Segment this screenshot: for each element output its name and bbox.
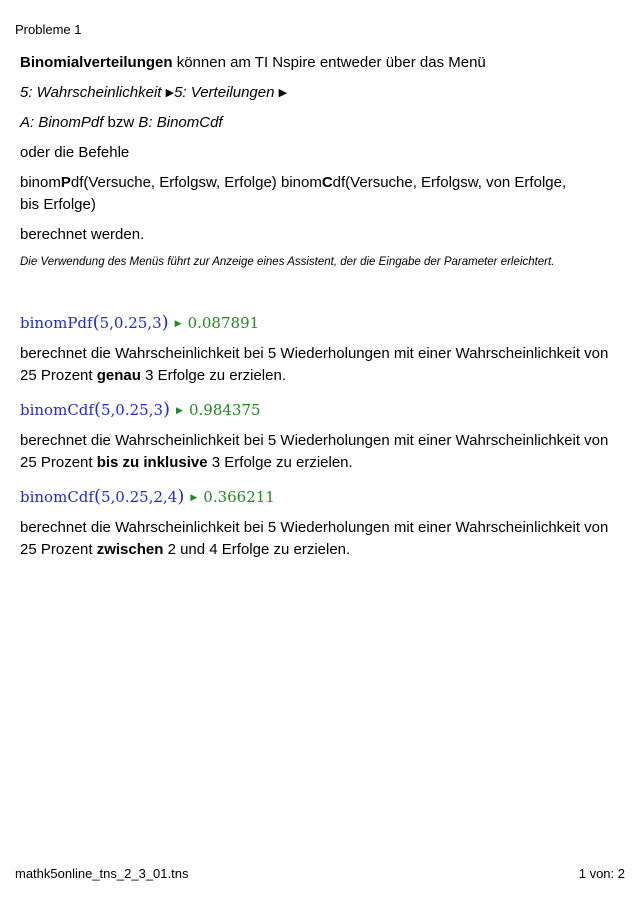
math-args: 5,0.25,3 <box>100 401 164 419</box>
close-paren: ) <box>177 486 185 507</box>
math-args: 5,0.25,2,4 <box>100 488 178 506</box>
document-body <box>20 52 620 573</box>
math-expression-2[interactable] <box>20 399 620 422</box>
triangle-right-icon: ▶ <box>165 87 175 99</box>
intro-line-or: oder die Befehle <box>20 144 130 161</box>
result-arrow-icon: ▶ <box>190 493 198 503</box>
math-result: 0.087891 <box>187 314 260 332</box>
result-arrow-icon: ▶ <box>174 319 182 329</box>
math-expression-1[interactable] <box>20 312 620 335</box>
explanation-3-b: 2 und 4 Erfolge zu erzielen. <box>163 541 351 558</box>
explanation-2-a: berechnet die Wahrscheinlichkeit bei 5 Wiederholungen mit einer Wahrscheinlichkeit von 25 Prozent <box>20 432 609 471</box>
explanation-2-b: 3 Erfolge zu erzielen. <box>207 454 353 471</box>
explanation-1 <box>20 343 620 387</box>
intro-line-1 <box>20 52 620 74</box>
close-paren: ) <box>163 399 171 420</box>
explanation-1-a: berechnet die Wahrscheinlichkeit bei 5 Wiederholungen mit einer Wahrscheinlichkeit von 25 Prozent <box>20 345 609 384</box>
menu-path-part-1: 5: Wahrscheinlichkeit <box>20 84 166 101</box>
result-arrow-icon: ▶ <box>176 406 183 416</box>
explanation-3 <box>20 517 620 561</box>
cmd-part-5: df(Versuche, Erfolgsw, von Erfolge, <box>332 174 567 191</box>
math-fn-name: binomPdf <box>20 314 93 332</box>
page-header-title: Probleme 1 <box>15 22 82 37</box>
intro-line-1-rest: können am TI Nspire entweder über das Menü <box>172 54 486 71</box>
footer-filename: mathk5online_tns_2_3_01.tns <box>15 866 189 881</box>
math-expression-3[interactable] <box>20 486 620 509</box>
assistant-note: Die Verwendung des Menüs führt zur Anzeige eines Assistent, der die Eingabe der Parameter erleichtert. <box>20 256 555 268</box>
menu-options-conjunction: bzw <box>103 114 139 131</box>
math-result: 0.366211 <box>203 488 275 506</box>
menu-path-line <box>20 82 620 104</box>
explanation-1-b: 3 Erfolge zu erzielen. <box>140 367 286 384</box>
footer-page-indicator: 1 von: 2 <box>578 866 625 881</box>
cmd-part-1: binom <box>20 174 61 191</box>
open-paren: ( <box>93 486 101 507</box>
explanation-3-a: berechnet die Wahrscheinlichkeit bei 5 Wiederholungen mit einer Wahrscheinlichkeit von 25 Prozent <box>20 519 609 558</box>
intro-line-computed: berechnet werden. <box>20 226 145 243</box>
triangle-right-icon: ▶ <box>278 87 288 99</box>
math-result: 0.984375 <box>188 401 261 419</box>
explanation-3-bold: zwischen <box>96 541 164 558</box>
menu-option-a: A: BinomPdf <box>20 114 104 131</box>
menu-option-b: B: BinomCdf <box>138 114 223 131</box>
cmd-part-2: P <box>60 174 71 191</box>
intro-bold-term: Binomialverteilungen <box>20 54 173 71</box>
cmd-part-3: df(Versuche, Erfolgsw, Erfolge) binom <box>70 174 322 191</box>
cmd-part-4: C <box>321 174 333 191</box>
menu-options-line <box>20 112 620 134</box>
explanation-1-bold: genau <box>96 367 141 384</box>
math-fn-name: binomCdf <box>20 401 94 419</box>
close-paren: ) <box>161 312 169 333</box>
open-paren: ( <box>93 399 101 420</box>
math-fn-name: binomCdf <box>20 488 94 506</box>
cmd-part-6: bis Erfolge) <box>20 196 96 213</box>
explanation-2-bold: bis zu inklusive <box>96 454 208 471</box>
menu-path-part-2: 5: Verteilungen <box>174 84 279 101</box>
math-args: 5,0.25,3 <box>99 314 162 332</box>
open-paren: ( <box>92 312 100 333</box>
commands-line <box>20 172 620 216</box>
explanation-2 <box>20 430 620 474</box>
